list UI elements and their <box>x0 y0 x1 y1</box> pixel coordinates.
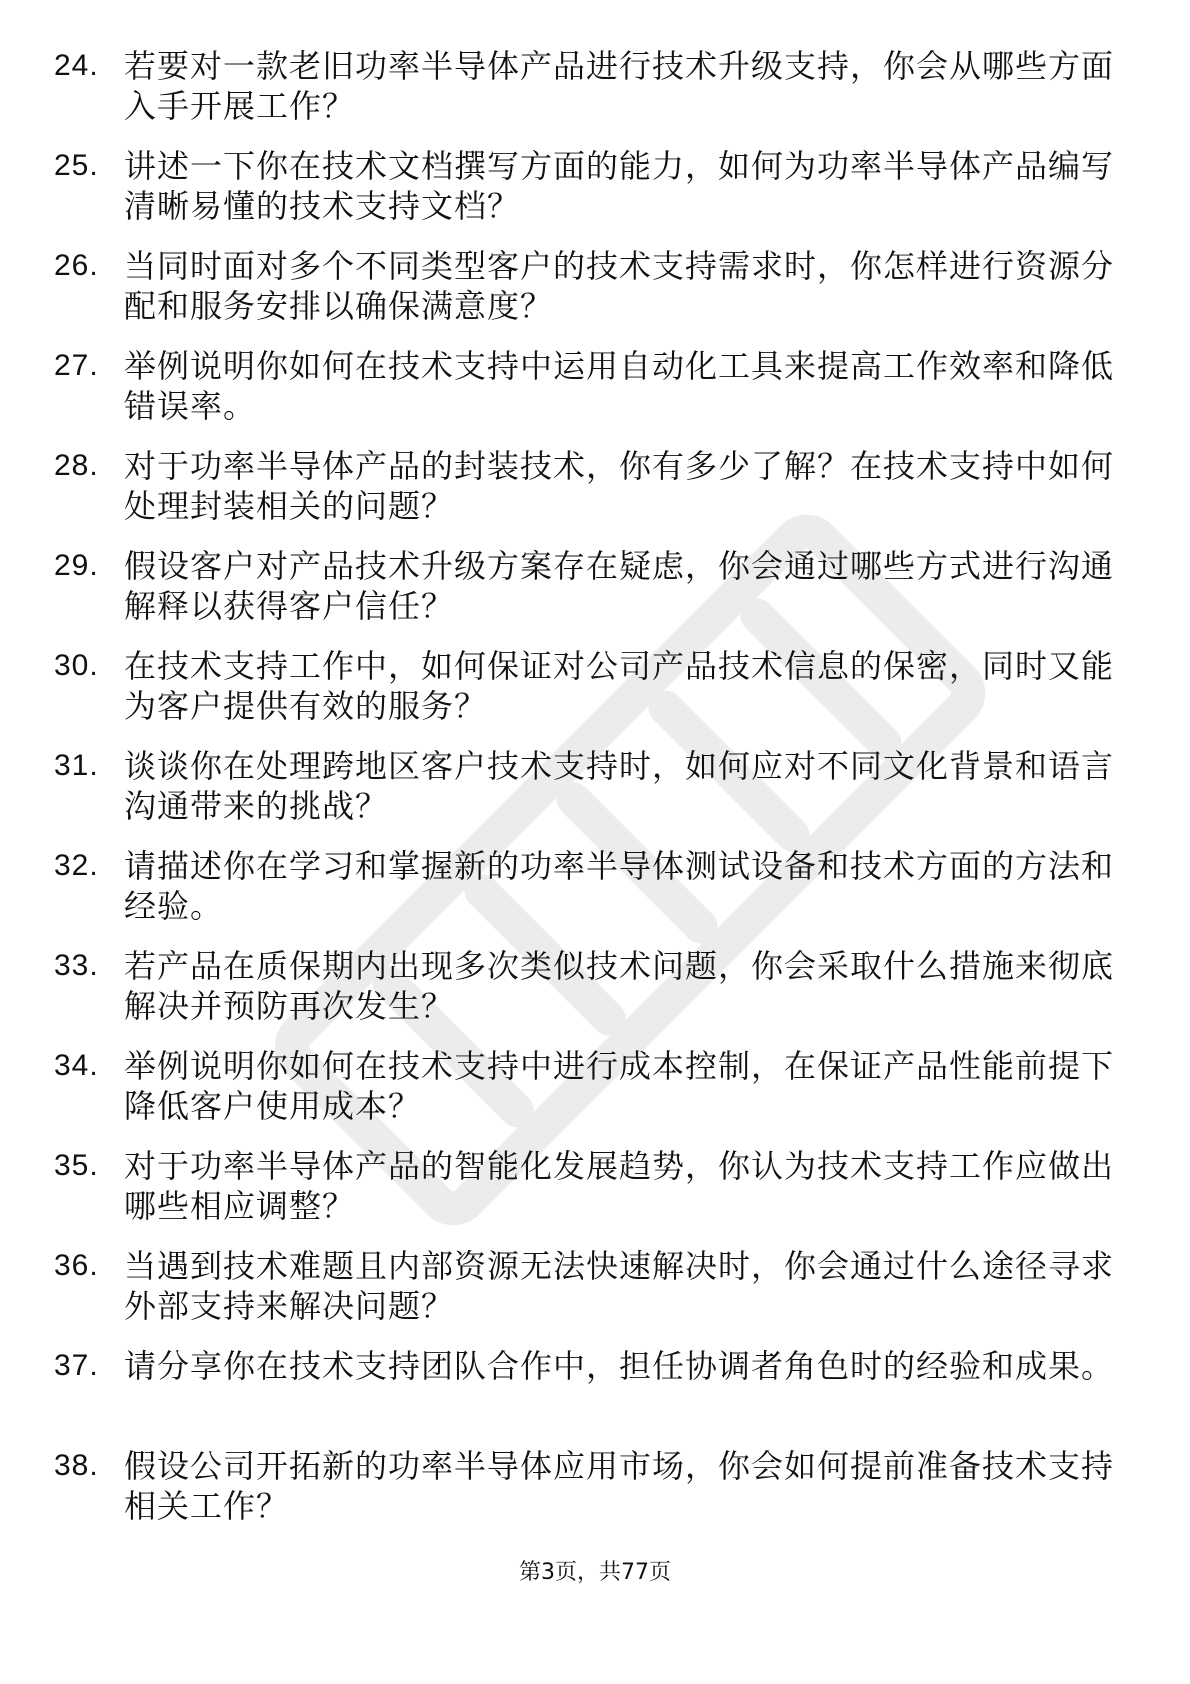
question-text: 当遇到技术难题且内部资源无法快速解决时，你会通过什么途径寻求外部支持来解决问题？ <box>124 1247 1115 1325</box>
question-item-32 <box>54 846 1134 926</box>
question-number: 24. <box>54 49 99 82</box>
question-text: 举例说明你如何在技术支持中运用自动化工具来提高工作效率和降低错误率。 <box>124 347 1115 425</box>
question-item-36 <box>54 1246 1134 1326</box>
question-item-26 <box>54 246 1134 326</box>
question-text: 在技术支持工作中，如何保证对公司产品技术信息的保密，同时又能为客户提供有效的服务？ <box>124 647 1115 725</box>
question-number: 36. <box>54 1249 99 1282</box>
question-number: 33. <box>54 949 99 982</box>
question-text: 对于功率半导体产品的封装技术，你有多少了解？在技术支持中如何处理封装相关的问题？ <box>124 447 1115 525</box>
page-number-footer: 第3页，共77页 <box>519 1560 671 1585</box>
question-number: 37. <box>54 1349 99 1382</box>
question-list <box>54 46 1134 1546</box>
question-text: 请描述你在学习和掌握新的功率半导体测试设备和技术方面的方法和经验。 <box>124 847 1115 925</box>
question-text: 假设公司开拓新的功率半导体应用市场，你会如何提前准备技术支持相关工作？ <box>124 1447 1115 1525</box>
question-text: 讲述一下你在技术文档撰写方面的能力，如何为功率半导体产品编写清晰易懂的技术支持文档？ <box>124 147 1115 225</box>
question-item-25 <box>54 146 1134 226</box>
question-number: 29. <box>54 549 99 582</box>
question-text: 谈谈你在处理跨地区客户技术支持时，如何应对不同文化背景和语言沟通带来的挑战？ <box>124 747 1115 825</box>
question-text: 当同时面对多个不同类型客户的技术支持需求时，你怎样进行资源分配和服务安排以确保满意度？ <box>124 247 1115 325</box>
question-number: 32. <box>54 849 99 882</box>
question-number: 34. <box>54 1049 99 1082</box>
question-number: 28. <box>54 449 99 482</box>
question-number: 26. <box>54 249 99 282</box>
question-item-37 <box>54 1346 1134 1426</box>
question-item-33 <box>54 946 1134 1026</box>
question-item-27 <box>54 346 1134 426</box>
question-item-28 <box>54 446 1134 526</box>
question-text: 举例说明你如何在技术支持中进行成本控制，在保证产品性能前提下降低客户使用成本？ <box>124 1047 1115 1125</box>
question-item-30 <box>54 646 1134 726</box>
question-number: 25. <box>54 149 99 182</box>
question-text: 假设客户对产品技术升级方案存在疑虑，你会通过哪些方式进行沟通解释以获得客户信任？ <box>124 547 1115 625</box>
question-item-29 <box>54 546 1134 626</box>
question-text: 若产品在质保期内出现多次类似技术问题，你会采取什么措施来彻底解决并预防再次发生？ <box>124 947 1115 1025</box>
question-text: 对于功率半导体产品的智能化发展趋势，你认为技术支持工作应做出哪些相应调整？ <box>124 1147 1115 1225</box>
question-text: 若要对一款老旧功率半导体产品进行技术升级支持，你会从哪些方面入手开展工作？ <box>124 47 1115 125</box>
question-number: 31. <box>54 749 99 782</box>
question-item-38 <box>54 1446 1134 1526</box>
question-number: 38. <box>54 1449 99 1482</box>
question-number: 35. <box>54 1149 99 1182</box>
question-number: 30. <box>54 649 99 682</box>
question-text: 请分享你在技术支持团队合作中，担任协调者角色时的经验和成果。 <box>124 1347 1115 1385</box>
question-number: 27. <box>54 349 99 382</box>
question-item-24 <box>54 46 1134 126</box>
question-item-35 <box>54 1146 1134 1226</box>
question-item-34 <box>54 1046 1134 1126</box>
question-item-31 <box>54 746 1134 826</box>
